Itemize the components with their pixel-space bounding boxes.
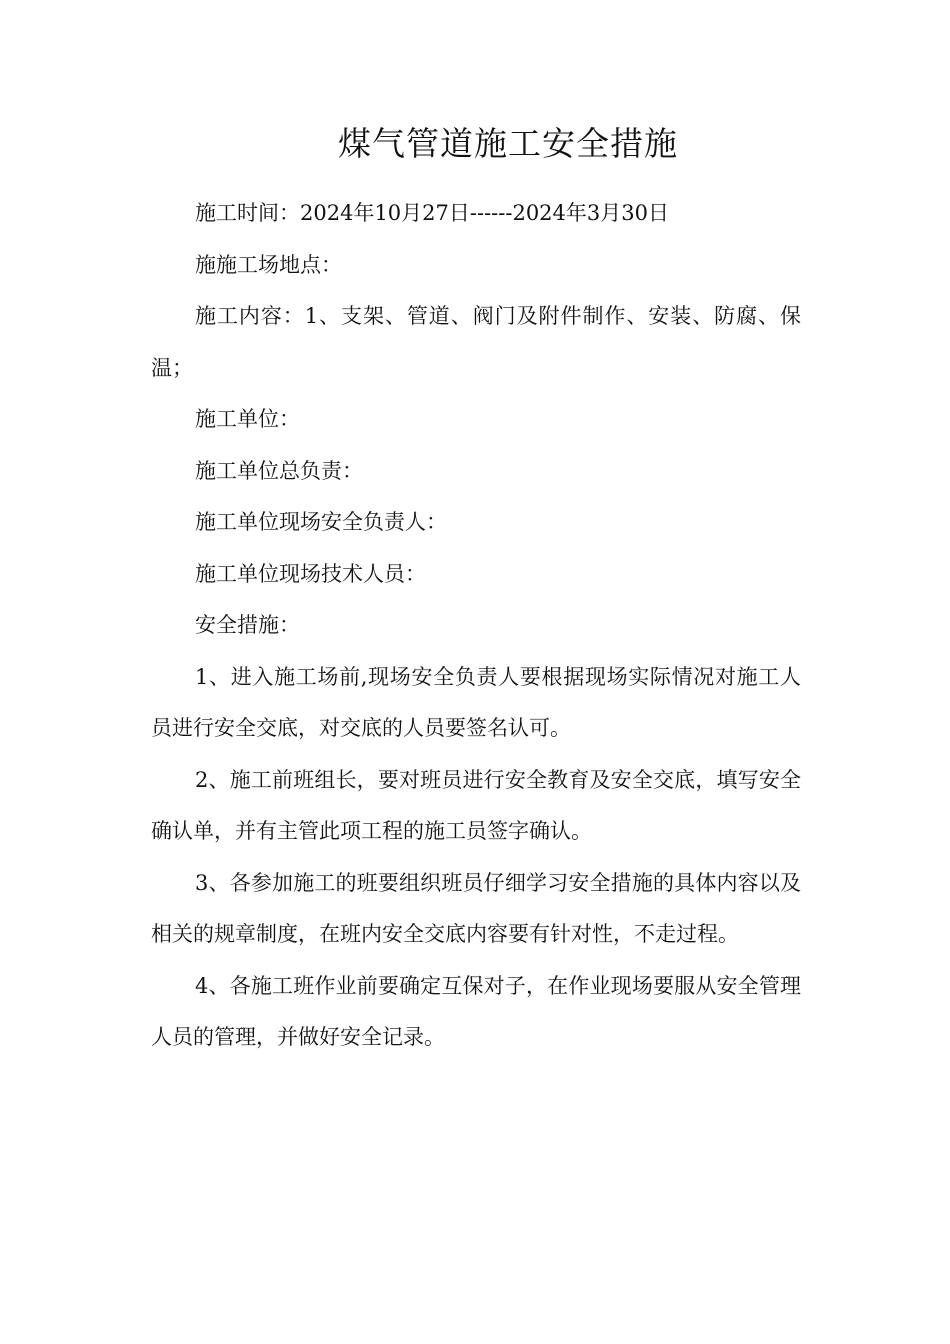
site-safety-officer-line: 施工单位现场安全负责人： [195, 510, 447, 534]
safety-measures-heading: 安全措施： [195, 613, 300, 637]
site-technical-staff-line: 施工单位现场技术人员： [195, 561, 426, 586]
construction-time-line: 施工时间：2024年10月27日------2024年3月30日 [195, 201, 669, 225]
safety-measure-item: 4、各施工班作业前要确定互保对子，在作业现场要服从安全管理人员的管理，并做好安全记录。 [151, 973, 801, 1049]
construction-unit-line: 施工单位： [195, 407, 300, 431]
document-body [151, 188, 801, 1064]
safety-measure-item: 3、各参加施工的班要组织班员仔细学习安全措施的具体内容以及相关的规章制度，在班内安全交底内容要有针对性，不走过程。 [151, 870, 801, 946]
construction-content-line: 施工内容：1、支架、管道、阀门及附件制作、安装、防腐、保温； [151, 304, 801, 380]
construction-site-line: 施施工场地点： [195, 252, 342, 277]
unit-chief-line: 施工单位总负责： [195, 458, 363, 483]
safety-measure-item: 2、施工前班组长，要对班员进行安全教育及安全交底，填写安全确认单，并有主管此项工程的施工员签字确认。 [151, 767, 801, 843]
safety-measure-item: 1、进入施工场前,现场安全负责人要根据现场实际情况对施工人员进行安全交底，对交底的人员要签名认可。 [151, 664, 801, 740]
document-title: 煤气管道施工安全措施 [338, 124, 678, 163]
